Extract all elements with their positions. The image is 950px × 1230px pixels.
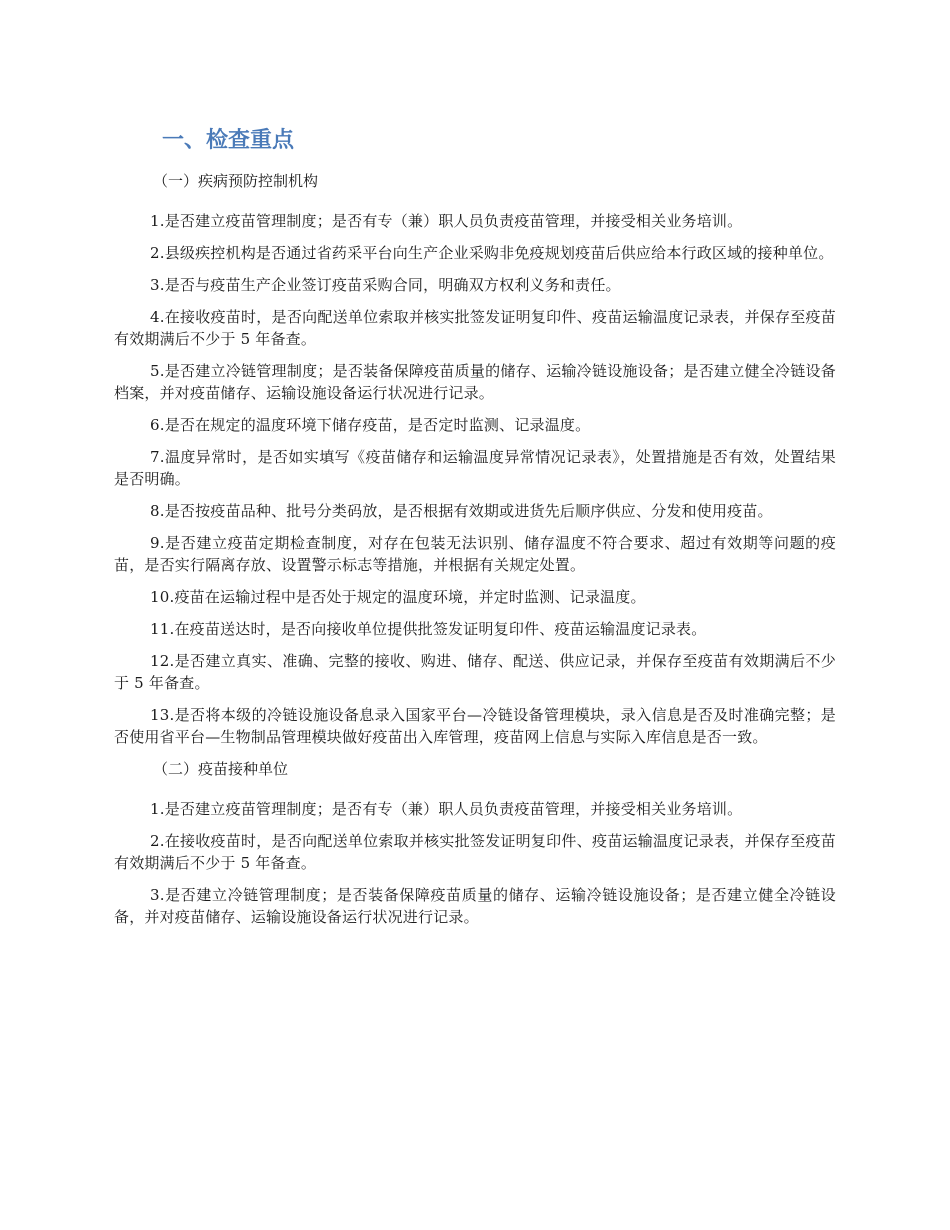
list-item: 8.是否按疫苗品种、批号分类码放，是否根据有效期或进货先后顺序供应、分发和使用疫苗。 [150, 502, 773, 520]
list-item: 2.在接收疫苗时，是否向配送单位索取并核实批签发证明复印件、疫苗运输温度记录表，并保存至疫苗有效期满后不少于 5 年备查。 [114, 832, 836, 872]
list-item: 3.是否建立冷链管理制度；是否装备保障疫苗质量的储存、运输冷链设施设备；是否建立健全冷链设备，并对疫苗储存、运输设施设备运行状况进行记录。 [114, 886, 836, 926]
list-item: 1.是否建立疫苗管理制度；是否有专（兼）职人员负责疫苗管理，并接受相关业务培训。 [150, 800, 743, 818]
document-page [114, 124, 836, 938]
list-item: 10.疫苗在运输过程中是否处于规定的温度环境，并定时监测、记录温度。 [150, 588, 646, 606]
list-item: 5.是否建立冷链管理制度；是否装备保障疫苗质量的储存、运输冷链设施设备；是否建立健全冷链设备档案，并对疫苗储存、运输设施设备运行状况进行记录。 [114, 362, 836, 402]
list-item: 9.是否建立疫苗定期检查制度，对存在包装无法识别、储存温度不符合要求、超过有效期等问题的疫苗，是否实行隔离存放、设置警示标志等措施，并根据有关规定处置。 [114, 534, 836, 574]
list-item: 11.在疫苗送达时，是否向接收单位提供批签发证明复印件、疫苗运输温度记录表。 [150, 620, 707, 638]
subsection-title-vaccination-unit: （二）疫苗接种单位 [153, 760, 289, 778]
list-item: 4.在接收疫苗时，是否向配送单位索取并核实批签发证明复印件、疫苗运输温度记录表，并保存至疫苗有效期满后不少于 5 年备查。 [114, 308, 836, 348]
list-item: 6.是否在规定的温度环境下储存疫苗，是否定时监测、记录温度。 [150, 416, 591, 434]
section-heading: 一、检查重点 [162, 128, 295, 153]
list-item: 12.是否建立真实、准确、完整的接收、购进、储存、配送、供应记录，并保存至疫苗有效期满后不少于 5 年备查。 [114, 652, 836, 692]
subsection-title-cdc: （一）疾病预防控制机构 [153, 172, 319, 190]
list-item: 1.是否建立疫苗管理制度；是否有专（兼）职人员负责疫苗管理，并接受相关业务培训。 [150, 212, 743, 230]
list-item: 13.是否将本级的冷链设施设备息录入国家平台—冷链设备管理模块，录入信息是否及时准确完整；是否使用省平台—生物制品管理模块做好疫苗出入库管理，疫苗网上信息与实际入库信息是否一致。 [114, 706, 836, 746]
list-item: 3.是否与疫苗生产企业签订疫苗采购合同，明确双方权利义务和责任。 [150, 276, 621, 294]
list-item: 7.温度异常时，是否如实填写《疫苗储存和运输温度异常情况记录表》，处置措施是否有效，处置结果是否明确。 [114, 448, 836, 488]
list-item: 2.县级疾控机构是否通过省药采平台向生产企业采购非免疫规划疫苗后供应给本行政区域的接种单位。 [150, 244, 834, 262]
